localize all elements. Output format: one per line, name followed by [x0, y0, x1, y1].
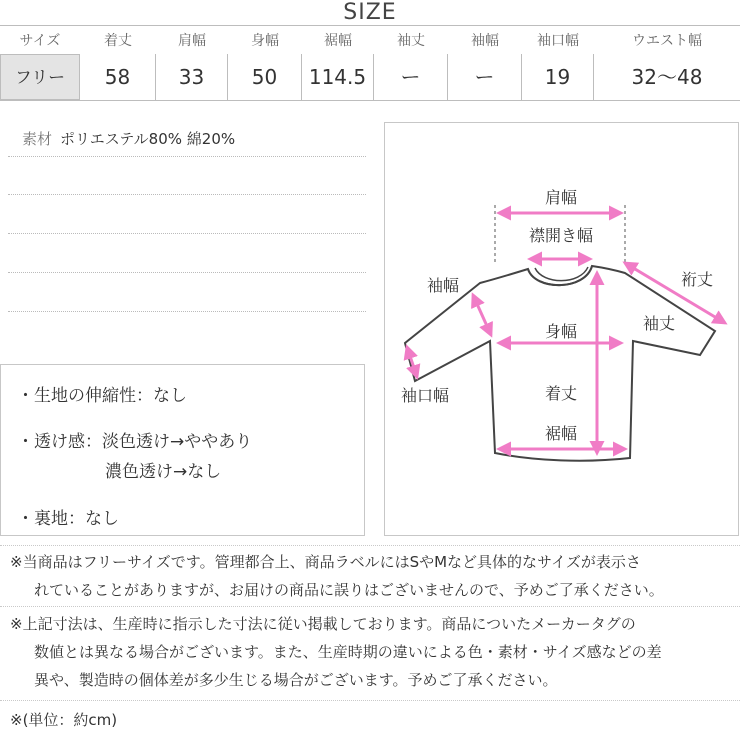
- material-value: ポリエステル80% 綿20%: [60, 130, 236, 148]
- sleeve-length-label: 袖丈: [642, 314, 676, 333]
- header-shoulder: 肩幅: [178, 33, 206, 49]
- sleeve-width-label: 袖幅: [426, 276, 460, 295]
- yuki-label: 裄丈: [680, 270, 714, 289]
- garment-diagram-svg: [385, 123, 740, 537]
- note-line: ※上記寸法は、生産時に指示した寸法に従い掲載しております。商品についたメーカータグの: [10, 615, 636, 633]
- sleeve-width-cell: ー: [448, 54, 522, 100]
- header-hem: 裾幅: [324, 33, 352, 49]
- shoulder-label: 肩幅: [544, 188, 578, 207]
- lining-attribute: ・裏地：なし: [17, 509, 119, 529]
- shoulder-cell: 33: [156, 54, 228, 100]
- header-sleeve-width: 袖幅: [471, 33, 499, 49]
- header-sleeve-length: 袖丈: [397, 33, 425, 49]
- waist-cell: 32〜48: [631, 65, 703, 89]
- cuff-label: 袖口幅: [400, 386, 450, 405]
- material-line: [22, 128, 235, 149]
- hem-cell: 114.5: [302, 54, 374, 100]
- title-divider: [0, 25, 740, 26]
- body-width-label: 身幅: [544, 322, 578, 341]
- sheerness-attribute: ・透け感：淡色透け→ややあり: [17, 432, 253, 452]
- header-size: サイズ: [19, 33, 61, 49]
- note-line: ※当商品はフリーサイズです。管理都合上、商品ラベルにはSやMなど具体的なサイズが表示さ: [10, 553, 641, 571]
- note-line: れていることがありますが、お届けの商品に誤りはございませんので、予めご了承ください。: [34, 581, 664, 599]
- neckline: [528, 266, 592, 285]
- size-row: [0, 54, 740, 100]
- cuff-cell: 19: [522, 54, 594, 100]
- length-cell: 58: [80, 54, 156, 100]
- hem-label: 裾幅: [544, 424, 578, 443]
- unit-note: ※(単位：約cm): [10, 711, 118, 729]
- body-width-cell: 50: [228, 54, 302, 100]
- blank-dotted-line: [8, 272, 366, 273]
- notes-top-divider: [0, 545, 740, 546]
- header-waist: ウエスト幅: [632, 33, 702, 49]
- neckline-inner: [535, 267, 588, 281]
- size-title: SIZE: [343, 0, 397, 25]
- header-length: 着丈: [104, 33, 132, 49]
- sleeve-width-arrow: [473, 295, 491, 335]
- length-label: 着丈: [544, 384, 578, 403]
- notes-divider: [0, 700, 740, 701]
- table-bottom-line: [0, 100, 740, 101]
- note-line: 異や、製造時の個体差が多少生じる場合がございます。予めご了承ください。: [34, 671, 558, 689]
- stretch-attribute: ・生地の伸縮性：なし: [17, 386, 187, 406]
- header-cuff: 袖口幅: [537, 33, 579, 49]
- blank-dotted-line: [8, 194, 366, 195]
- sleeve-length-cell: ー: [374, 54, 448, 100]
- notes-divider: [0, 606, 740, 607]
- size-cell: フリー: [0, 54, 80, 100]
- fabric-attributes-box: [0, 364, 365, 536]
- blank-dotted-line: [8, 311, 366, 312]
- material-dotted-line: [8, 156, 366, 157]
- sheerness-dark-attribute: 濃色透け→なし: [105, 462, 222, 482]
- material-label: 素材: [22, 130, 53, 148]
- neck-label: 襟開き幅: [528, 226, 594, 245]
- header-body-width: 身幅: [251, 33, 279, 49]
- measurement-diagram: [384, 122, 739, 536]
- note-line: 数値とは異なる場合がございます。また、生産時期の違いによる色・素材・サイズ感などの差: [34, 643, 662, 661]
- blank-dotted-line: [8, 233, 366, 234]
